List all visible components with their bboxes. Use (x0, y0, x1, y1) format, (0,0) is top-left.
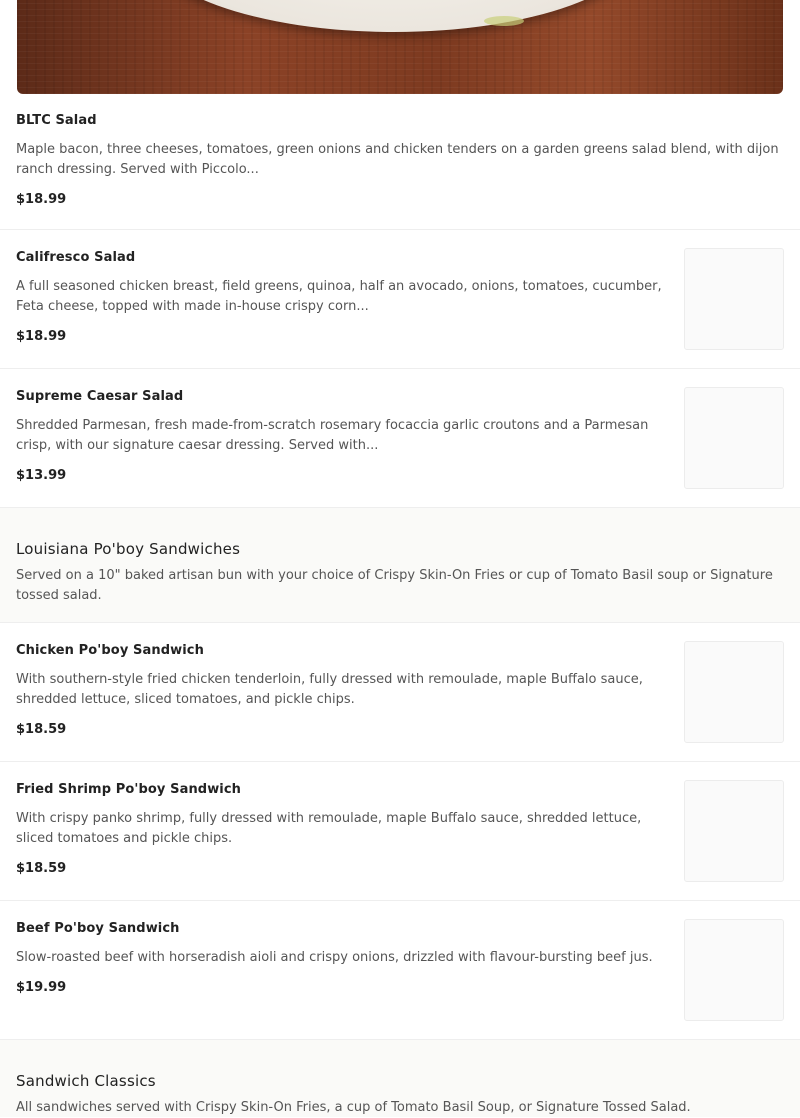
item-name: Chicken Po'boy Sandwich (16, 643, 204, 658)
item-name: Califresco Salad (16, 250, 136, 265)
item-price: $18.99 (16, 329, 67, 344)
item-description: With southern-style fried chicken tenderloin, fully dressed with remoulade, maple Buffalo sauce, shredded lettuce, sliced tomatoes, and pickle chips. (16, 672, 643, 707)
bltc-salad-photo[interactable] (17, 0, 783, 94)
item-description: Slow-roasted beef with horseradish aioli and crispy onions, drizzled with flavour-bursting beef jus. (16, 950, 653, 965)
menu-item[interactable] (0, 762, 800, 901)
menu-item[interactable] (0, 623, 800, 762)
menu-item[interactable] (0, 230, 800, 369)
item-price: $18.59 (16, 861, 67, 876)
menu-section-header (0, 1040, 800, 1117)
item-thumbnail[interactable] (684, 780, 784, 882)
item-thumbnail[interactable] (684, 641, 784, 743)
menu-item[interactable] (0, 901, 800, 1040)
menu-section-header (0, 508, 800, 623)
plate-image (144, 0, 644, 32)
item-thumbnail[interactable] (684, 248, 784, 350)
section-title: Louisiana Po'boy Sandwiches (16, 540, 241, 558)
item-name: Supreme Caesar Salad (16, 389, 184, 404)
item-name: Fried Shrimp Po'boy Sandwich (16, 782, 242, 797)
item-thumbnail[interactable] (684, 919, 784, 1021)
item-description: With crispy panko shrimp, fully dressed with remoulade, maple Buffalo sauce, shredded lettuce, sliced tomatoes and pickle chips. (16, 811, 642, 846)
item-description: A full seasoned chicken breast, field greens, quinoa, half an avocado, onions, tomatoes, cucumber, Feta cheese, topped with made in-house crispy corn... (16, 279, 662, 314)
item-price: $13.99 (16, 468, 67, 483)
section-description: All sandwiches served with Crispy Skin-On Fries, a cup of Tomato Basil Soup, or Signature Tossed Salad. (16, 1100, 691, 1115)
item-thumbnail[interactable] (684, 387, 784, 489)
menu-item[interactable] (0, 369, 800, 508)
item-name: Beef Po'boy Sandwich (16, 921, 180, 936)
item-description: Shredded Parmesan, fresh made-from-scratch rosemary focaccia garlic croutons and a Parmesan crisp, with our signature caesar dressing. Served with... (16, 418, 649, 453)
item-price: $19.99 (16, 980, 67, 995)
section-title: Sandwich Classics (16, 1072, 156, 1090)
menu-item[interactable] (0, 94, 800, 230)
section-description: Served on a 10" baked artisan bun with your choice of Crispy Skin-On Fries or cup of Tomato Basil soup or Signature tossed salad. (16, 568, 773, 603)
item-price: $18.59 (16, 722, 67, 737)
item-price: $18.99 (16, 192, 67, 207)
item-description: Maple bacon, three cheeses, tomatoes, green onions and chicken tenders on a garden greens salad blend, with dijon ranch dressing. Served with Piccolo... (16, 142, 779, 177)
item-name: BLTC Salad (16, 113, 97, 128)
